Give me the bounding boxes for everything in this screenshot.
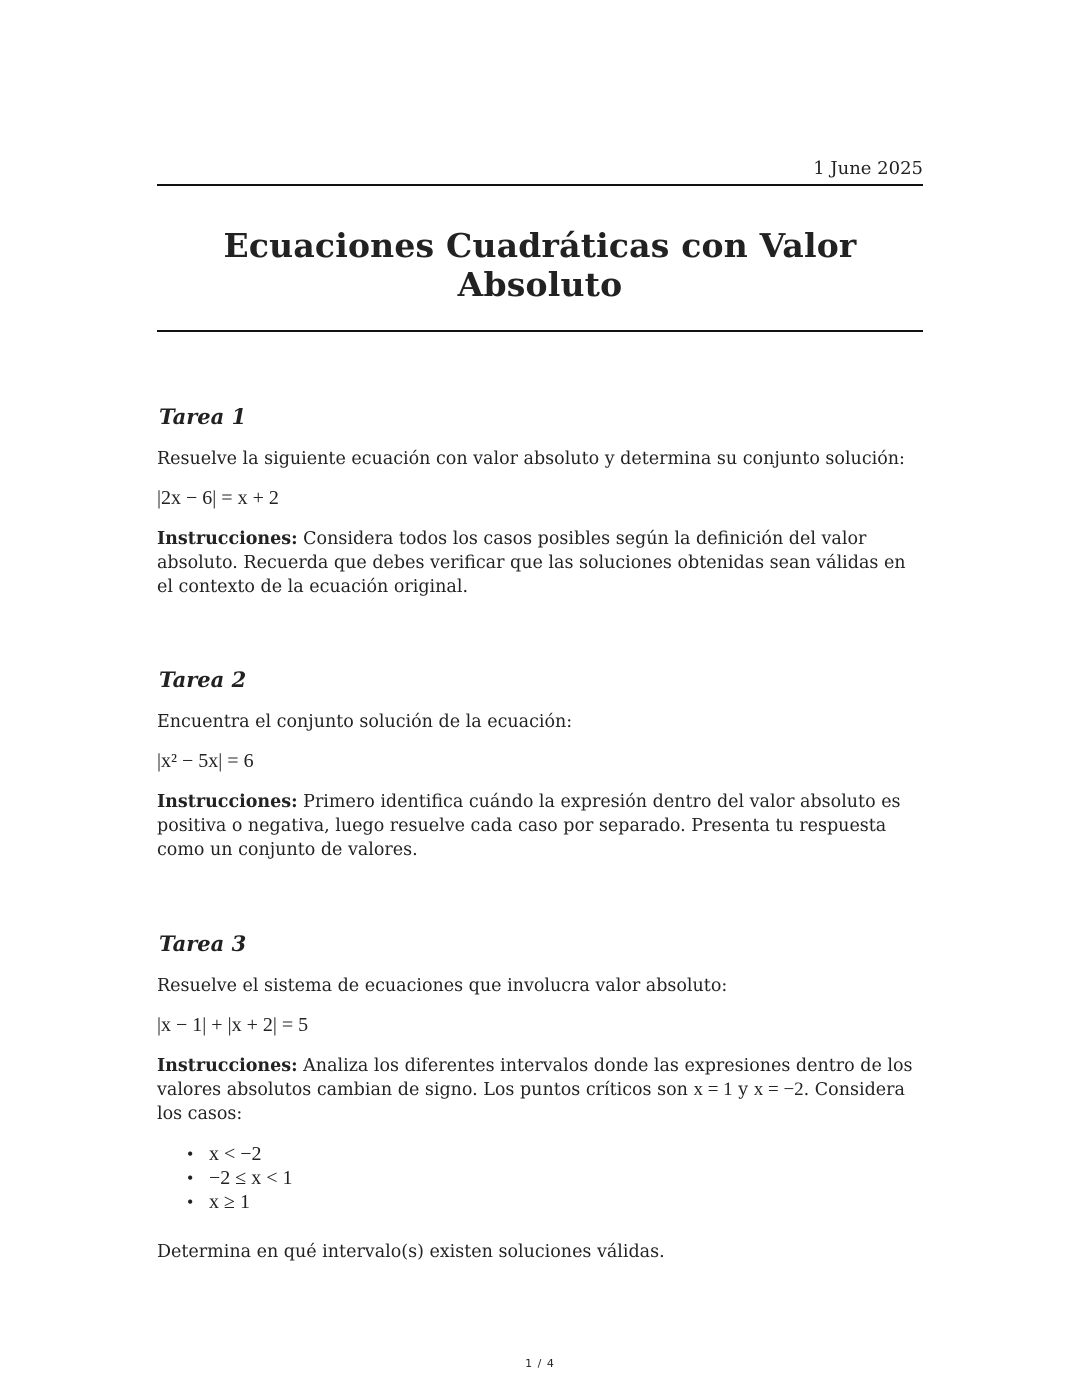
task-heading: Tarea 2: [159, 667, 247, 692]
task-heading: Tarea 3: [159, 931, 247, 956]
instructions-label: Instrucciones:: [157, 529, 298, 549]
task-equation: |2x − 6| = x + 2: [157, 487, 279, 509]
task-prompt: Resuelve la siguiente ecuación con valor absoluto y determina su conjunto solución:: [157, 449, 905, 469]
critical-point-2: x = −2: [753, 1079, 804, 1100]
instructions-text-end: . Considera los casos:: [157, 1080, 905, 1124]
task-instructions: [157, 790, 923, 862]
task-prompt: Resuelve el sistema de ecuaciones que involucra valor absoluto:: [157, 976, 728, 996]
task-1: [157, 404, 923, 599]
task-instructions: [157, 1054, 923, 1126]
critical-point-1: x = 1: [693, 1079, 733, 1100]
task-equation: |x − 1| + |x + 2| = 5: [157, 1014, 309, 1036]
instructions-label: Instrucciones:: [157, 1056, 298, 1076]
task-2: [157, 667, 923, 862]
document-date: 1 June 2025: [813, 158, 923, 179]
task-closing: Determina en qué intervalo(s) existen soluciones válidas.: [157, 1242, 665, 1262]
page-number: 1 / 4: [525, 1357, 555, 1370]
header-divider: [157, 184, 923, 186]
case-item: • −2 ≤ x < 1: [209, 1166, 923, 1190]
case-item: • x < −2: [209, 1142, 923, 1166]
instructions-connector: y: [738, 1080, 749, 1100]
task-equation: |x² − 5x| = 6: [157, 750, 254, 772]
title-divider: [157, 330, 923, 332]
case-item: • x ≥ 1: [209, 1190, 923, 1214]
instructions-text: Analiza los diferentes intervalos donde las expresiones dentro de los valores absolutos cambian de signo. Los puntos críticos son: [157, 1056, 913, 1100]
task-heading: Tarea 1: [159, 404, 247, 429]
cases-list: [157, 1142, 923, 1214]
task-prompt: Encuentra el conjunto solución de la ecuación:: [157, 712, 573, 732]
instructions-text: Primero identifica cuándo la expresión dentro del valor absoluto es positiva o negativa, luego resuelve cada caso por separado. Presenta tu respuesta como un conjunto de valores.: [157, 792, 901, 860]
instructions-label: Instrucciones:: [157, 792, 298, 812]
instructions-text: Considera todos los casos posibles según la definición del valor absoluto. Recuerda que debes verificar que las soluciones obtenidas sean válidas en el contexto de la ecuación original.: [157, 529, 906, 597]
task-3: [157, 931, 923, 1264]
task-instructions: [157, 527, 923, 599]
document-title: Ecuaciones Cuadráticas con Valor Absoluto: [223, 226, 857, 304]
